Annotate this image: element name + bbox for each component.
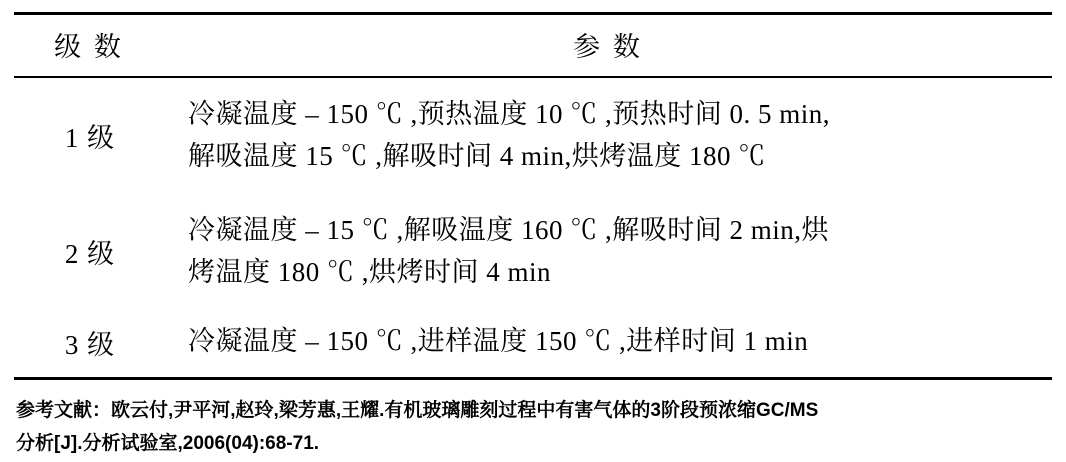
cell-level: 3 级	[64, 329, 116, 360]
reference-line-1: 参考文献：欧云付,尹平河,赵玲,梁芳惠,王耀.有机玻璃雕刻过程中有害气体的3阶段预浓缩GC/MS	[16, 400, 819, 422]
cell-level: 1 级	[64, 123, 116, 154]
parameter-line: 解吸温度 15 ℃ ,解吸时间 4 min,烘烤温度 180 ℃	[188, 140, 766, 171]
parameters-table	[14, 15, 1052, 76]
column-header-parameter: 参 数	[573, 32, 643, 62]
parameter-line: 冷凝温度 – 150 ℃ ,预热温度 10 ℃ ,预热时间 0. 5 min,	[188, 99, 831, 129]
column-header-level: 级 数	[54, 32, 124, 62]
table-row	[14, 78, 1052, 194]
table-row	[14, 194, 1052, 310]
document-page	[0, 12, 1066, 462]
parameter-line: 烤温度 180 ℃ ,烘烤时间 4 min	[188, 256, 552, 287]
cell-parameter	[166, 309, 1052, 375]
table-row	[14, 309, 1052, 375]
table-header-row	[14, 15, 1052, 76]
reference-block	[14, 394, 1052, 461]
parameters-table-body	[14, 78, 1052, 375]
cell-parameter	[166, 78, 1052, 194]
parameter-line: 冷凝温度 – 15 ℃ ,解吸温度 160 ℃ ,解吸时间 2 min,烘	[188, 214, 830, 245]
cell-level: 2 级	[64, 239, 116, 270]
parameter-line: 冷凝温度 – 150 ℃ ,进样温度 150 ℃ ,进样时间 1 min	[188, 326, 809, 357]
reference-line-2: 分析[J].分析试验室,2006(04):68-71.	[16, 433, 320, 455]
table-body	[14, 78, 1052, 375]
table-bottom-rule	[14, 377, 1052, 380]
cell-parameter	[166, 194, 1052, 310]
table-header	[14, 15, 1052, 76]
